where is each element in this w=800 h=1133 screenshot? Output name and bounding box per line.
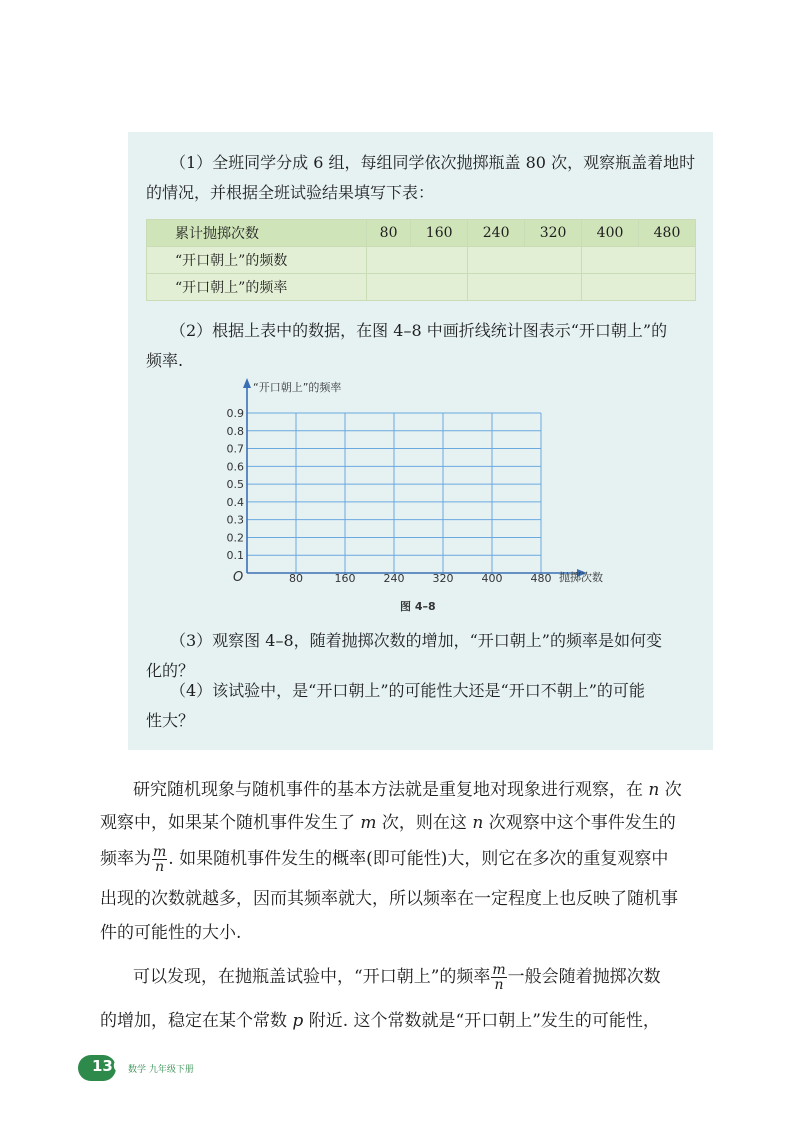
body-paragraph-2-line-2	[100, 1006, 660, 1036]
y-tick-label: 0.6	[226, 460, 244, 474]
text-run: 附近. 这个常数就是“开口朝上”发生的可能性，	[303, 1011, 660, 1031]
x-tick-label: 320	[432, 572, 454, 585]
text-run: 次，则在这	[376, 813, 473, 833]
y-tick-label: 0.2	[226, 531, 244, 545]
y-tick-label: 0.1	[226, 549, 244, 563]
x-tick-label: 80	[289, 572, 303, 585]
body-paragraph-1-line-5: 件的可能性的大小.	[100, 923, 242, 943]
table-cell	[468, 274, 582, 301]
text-run: 的增加，稳定在某个常数	[100, 1011, 293, 1031]
table-count-cell: 80	[367, 220, 411, 247]
text-run: . 如果随机事件发生的概率(即可能性)大，则它在多次的重复观察中	[168, 849, 669, 869]
question-3-line-2: 化的？	[146, 661, 195, 680]
chart-tick-labels	[227, 407, 552, 585]
variable-n: n	[648, 780, 660, 800]
fraction-denominator: n	[155, 859, 165, 875]
y-tick-label: 0.8	[226, 424, 244, 438]
text-run: 次观察中这个事件发生的	[483, 813, 676, 833]
body-paragraph-1-line-3	[100, 844, 668, 874]
chart-grid	[247, 413, 541, 573]
table-cell	[367, 274, 468, 301]
text-run: 一般会随着抛掷次数	[507, 967, 661, 987]
y-tick-label: 0.7	[226, 442, 244, 456]
text-run: 次	[659, 780, 682, 800]
x-axis-label: 抛掷次数	[559, 571, 603, 584]
text-run: 频率为	[100, 849, 151, 869]
table-header-row	[147, 220, 696, 247]
variable-n: n	[472, 813, 484, 833]
fraction-denominator: n	[494, 977, 504, 993]
question-1-line-1: （1）全班同学分成 6 组，每组同学依次抛掷瓶盖 80 次，观察瓶盖着地时	[170, 153, 696, 172]
table-count-cell: 320	[525, 220, 582, 247]
text-run: 研究随机现象与随机事件的基本方法就是重复地对现象进行观察，在	[133, 780, 649, 800]
question-4-line-1: （4）该试验中，是“开口朝上”的可能性大还是“开口不朝上”的可能	[170, 681, 645, 700]
table-header-label: 累计抛掷次数	[147, 220, 367, 247]
table-cell	[367, 247, 468, 274]
text-run: 可以发现，在抛瓶盖试验中，“开口朝上”的频率	[133, 967, 491, 987]
y-tick-label: 0.3	[226, 513, 244, 527]
table-row	[147, 247, 696, 274]
question-3-line-1: （3）观察图 4–8，随着抛掷次数的增加，“开口朝上”的频率是如何变	[170, 631, 662, 650]
question-1-line-2: 的情况，并根据全班试验结果填写下表：	[146, 183, 435, 202]
question-2-line-1: （2）根据上表中的数据，在图 4–8 中画折线统计图表示“开口朝上”的	[170, 321, 668, 340]
table-count-cell: 480	[639, 220, 696, 247]
text-run: 观察中，如果某个随机事件发生了	[100, 813, 361, 833]
question-4-line-2: 性大？	[146, 711, 195, 730]
table-cell	[468, 247, 582, 274]
y-axis-label: “开口朝上”的频率	[253, 381, 342, 394]
body-paragraph-1-line-4: 出现的次数就越多，因而其频率就大，所以频率在一定程度上也反映了随机事	[100, 889, 678, 909]
x-tick-label: 240	[383, 572, 405, 585]
y-tick-label: 0.9	[226, 407, 244, 420]
frequency-table	[146, 219, 696, 301]
y-tick-label: 0.4	[226, 495, 244, 509]
fraction-numerator: m	[153, 844, 167, 860]
y-axis-arrow	[243, 378, 251, 388]
table-row	[147, 274, 696, 301]
table-cell	[582, 274, 696, 301]
figure-caption: 图 4–8	[400, 600, 436, 613]
table-count-cell: 160	[411, 220, 468, 247]
fraction-numerator: m	[492, 962, 506, 978]
y-tick-label: 0.5	[226, 478, 244, 492]
frequency-line-chart	[225, 374, 620, 600]
x-tick-label: 480	[530, 572, 552, 585]
x-tick-label: 160	[334, 572, 356, 585]
origin-label: O	[233, 570, 244, 585]
table-count-cell: 240	[468, 220, 525, 247]
table-row-label: “开口朝上”的频数	[147, 247, 367, 274]
table-cell	[582, 247, 696, 274]
book-name: 数学 九年级下册	[128, 1065, 194, 1075]
variable-m: m	[360, 813, 377, 833]
body-paragraph-2-line-1	[133, 962, 661, 992]
page-number: 136	[92, 1057, 124, 1075]
body-paragraph-1-line-2	[100, 808, 676, 838]
table-row-label: “开口朝上”的频率	[147, 274, 367, 301]
fraction-m-over-n	[491, 963, 506, 992]
body-paragraph-1-line-1	[133, 775, 682, 805]
question-2-line-2: 频率.	[146, 351, 184, 370]
table-count-cell: 400	[582, 220, 639, 247]
variable-p: p	[292, 1011, 304, 1031]
fraction-m-over-n	[152, 845, 167, 874]
x-tick-label: 400	[481, 572, 503, 585]
